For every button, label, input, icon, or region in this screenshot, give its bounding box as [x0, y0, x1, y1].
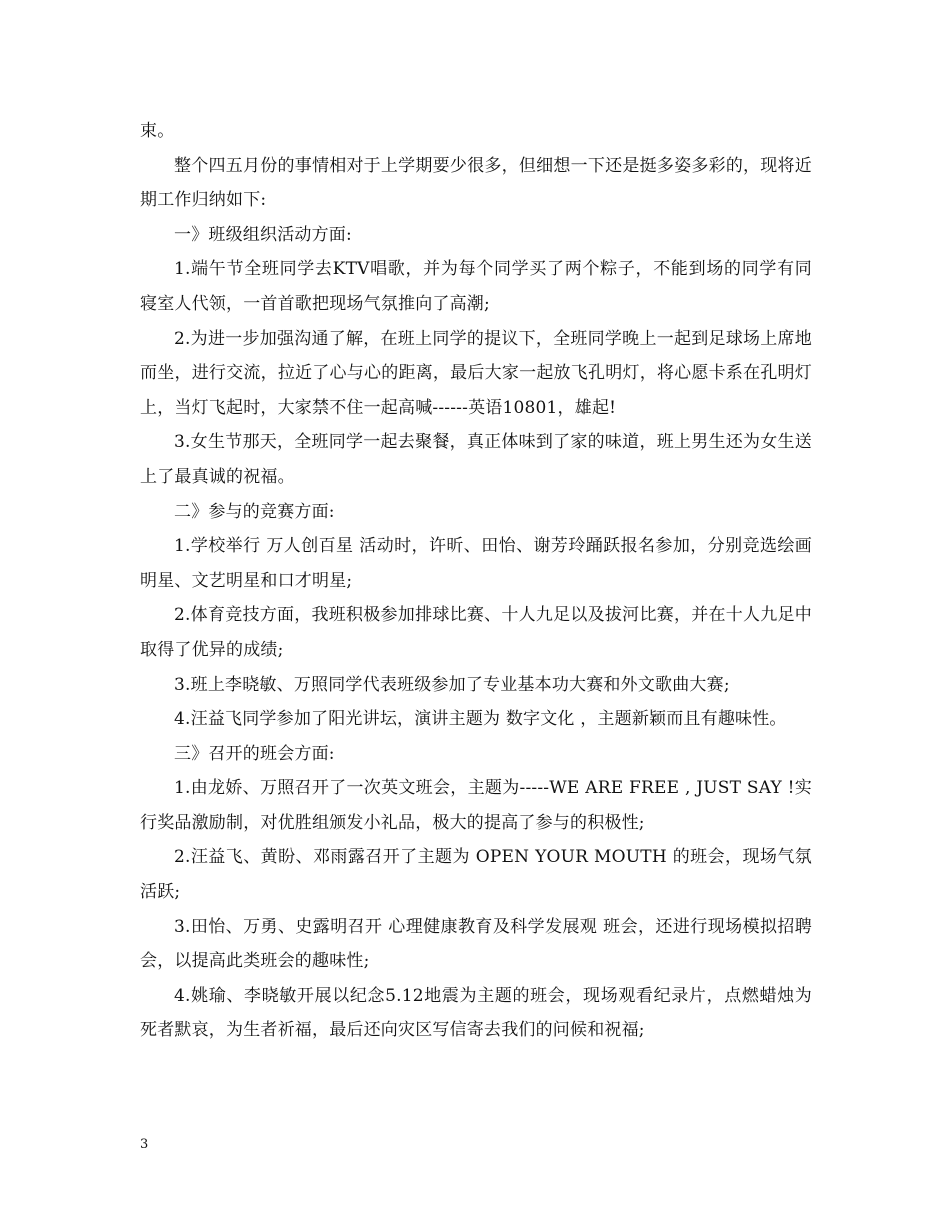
page-number: 3	[140, 1137, 149, 1152]
paragraph: 束。	[140, 121, 175, 141]
paragraph: 2.为进一步加强沟通了解，在班上同学的提议下，全班同学晚上一起到足球场上席地而坐，进行交流，拉近了心与心的距离，最后大家一起放飞孔明灯，将心愿卡系在孔明灯上，当灯飞起时，大家禁不住一起高喊------英语10801，雄起!	[140, 328, 812, 418]
section-heading: 三》召开的班会方面:	[174, 743, 335, 764]
paragraph: 3.女生节那天，全班同学一起去聚餐，真正体味到了家的味道，班上男生还为女生送上了最真诚的祝福。	[140, 432, 812, 487]
paragraph: 1.由龙娇、万照召开了一次英文班会，主题为-----WE ARE FREE , JUST SAY !实行奖品激励制，对优胜组颁发小礼品，极大的提高了参与的积极性;	[140, 778, 812, 833]
paragraph: 4.汪益飞同学参加了阳光讲坛，演讲主题为 数字文化 ，主题新颖而且有趣味性。	[174, 709, 787, 730]
section-heading: 二》参与的竞赛方面:	[174, 501, 335, 522]
paragraph: 整个四五月份的事情相对于上学期要少很多，但细想一下还是挺多姿多彩的，现将近期工作归纳如下:	[140, 155, 812, 211]
document-body	[140, 114, 812, 1048]
paragraph: 3.班上李晓敏、万照同学代表班级参加了专业基本功大赛和外文歌曲大赛;	[174, 674, 730, 695]
paragraph: 4.姚瑜、李晓敏开展以纪念5.12地震为主题的班会，现场观看纪录片，点燃蜡烛为死者默哀，为生者祈福，最后还向灾区写信寄去我们的问候和祝福;	[140, 985, 812, 1041]
paragraph: 3.田怡、万勇、史露明召开 心理健康教育及科学发展观 班会，还进行现场模拟招聘会，以提高此类班会的趣味性;	[140, 916, 812, 972]
paragraph: 1.端午节全班同学去KTV唱歌，并为每个同学买了两个粽子，不能到场的同学有同寝室人代领，一首首歌把现场气氛推向了高潮;	[140, 259, 812, 314]
paragraph: 2.体育竞技方面，我班积极参加排球比赛、十人九足以及拔河比赛，并在十人九足中取得了优异的成绩;	[140, 605, 812, 660]
section-heading: 一》班级组织活动方面:	[174, 224, 352, 245]
paragraph: 2.汪益飞、黄盼、邓雨露召开了主题为 OPEN YOUR MOUTH 的班会，现场气氛活跃;	[140, 847, 812, 903]
paragraph: 1.学校举行 万人创百星 活动时，许昕、田怡、谢芳玲踊跃报名参加，分别竞选绘画明星、文艺明星和口才明星;	[140, 536, 812, 591]
